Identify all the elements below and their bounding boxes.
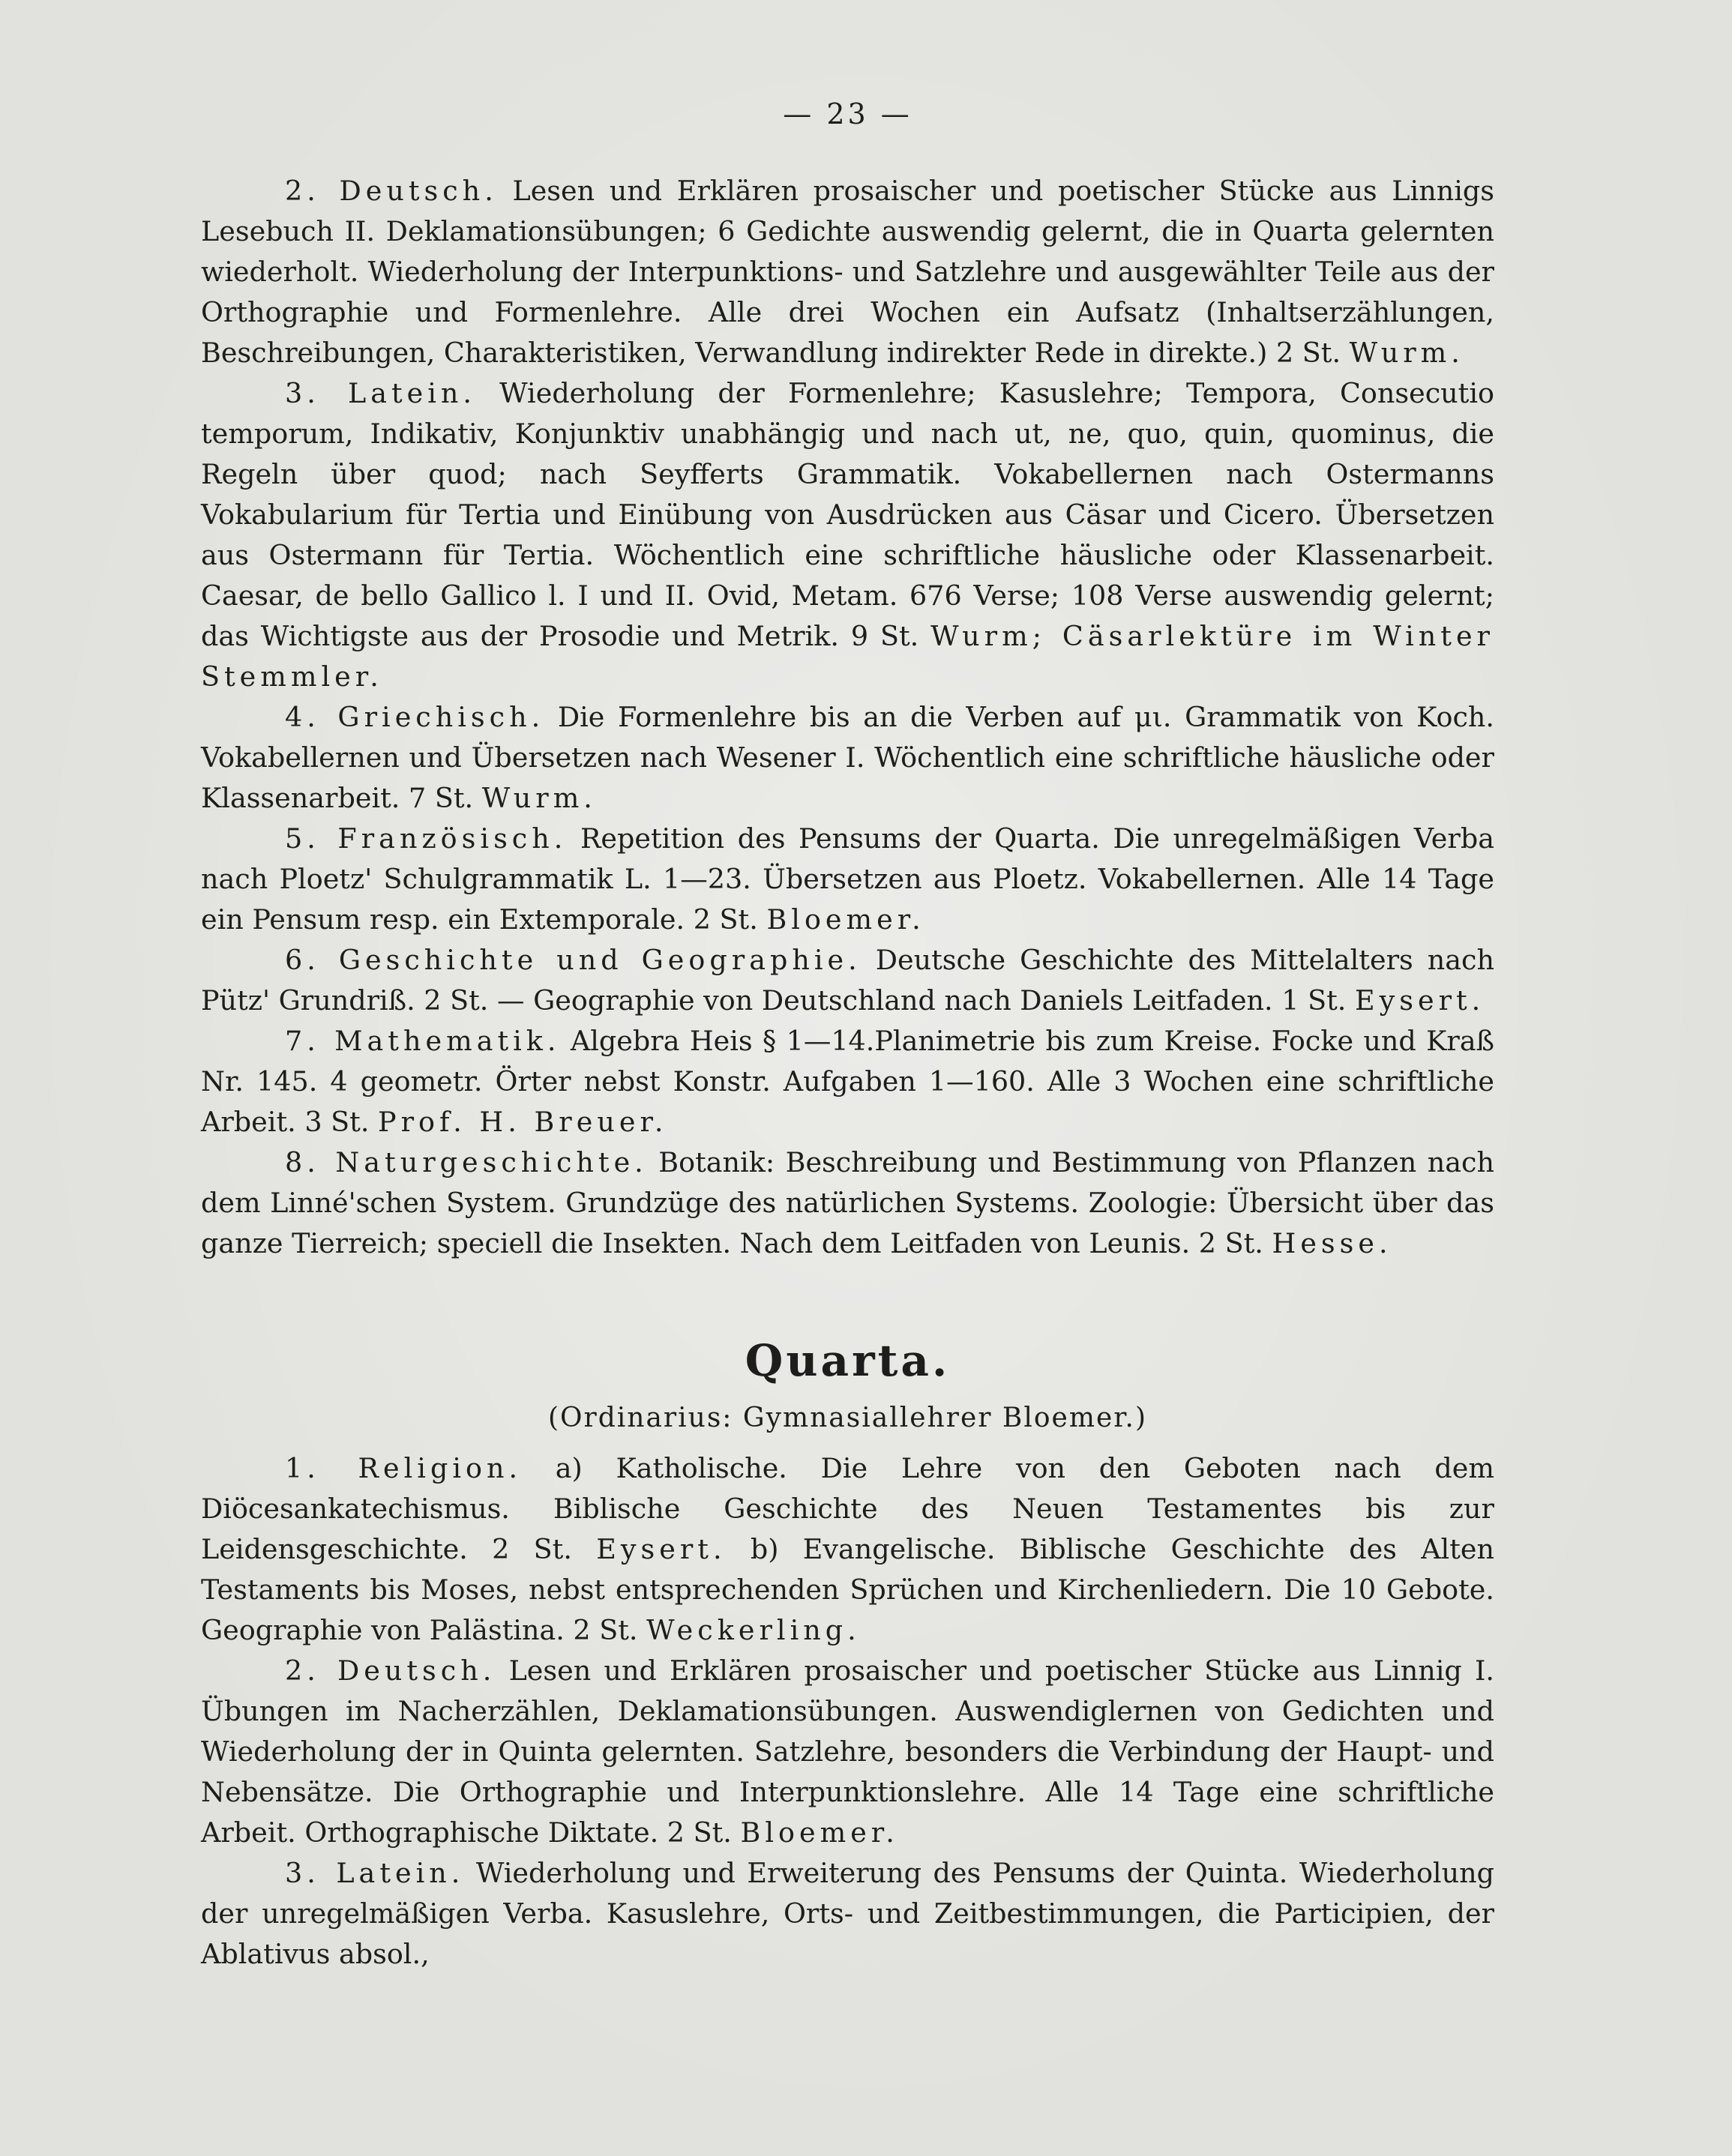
subject-text: Die Formenlehre bis an die Verben auf μι. Grammatik von Koch. Vokabellernen und Übersetzen nach Wesener I. Wöchentlich eine schriftliche häusliche oder Klassenarbeit. 7 St. xyxy=(201,701,1494,814)
subject-text: Lesen und Erklären prosaischer und poetischer Stücke aus Linnig I. Übungen im Nacherzählen, Deklamationsübungen. Auswendiglernen von Gedichten und Wiederholung der in Quinta gelernten. Satzlehre, besonders die Verbindung der Haupt- und Nebensätze. Die Orthographie und Interpunktionslehre. Alle 14 Tage eine schriftliche Arbeit. Orthographische Diktate. 2 St. xyxy=(201,1654,1494,1849)
tertia-item-mathematik xyxy=(201,1021,1494,1142)
subject-text: Wiederholung und Erweiterung des Pensums der Quinta. Wiederholung der unregelmäßigen Verba. Kasuslehre, Orts- und Zeitbestimmungen, die Participien, der Ablativus absol., xyxy=(201,1857,1494,1970)
subject-text: Repetition des Pensums der Quarta. Die unregelmäßigen Verba nach Ploetz' Schulgrammatik L. 1—23. Übersetzen aus Ploetz. Vokabellernen. Alle 14 Tage ein Pensum resp. ein Extemporale. 2 St. xyxy=(201,822,1494,936)
subject-heading: 2. Deutsch. xyxy=(285,1654,496,1687)
subject-heading: 3. Latein. xyxy=(285,1857,465,1889)
teacher-name: Wurm; Cäsarlektüre im Winter Stemmler. xyxy=(201,620,1494,693)
subject-heading: 8. Naturgeschichte. xyxy=(285,1146,648,1178)
subject-text: Deutsche Geschichte des Mittelalters nach Pütz' Grundriß. 2 St. — Geographie von Deutschland nach Daniels Leitfaden. 1 St. xyxy=(201,944,1494,1017)
subject-heading: 6. Geschichte und Geographie. xyxy=(285,944,862,976)
subject-heading: 4. Griechisch. xyxy=(285,701,545,733)
tertia-item-latein xyxy=(201,373,1494,697)
quarta-item-deutsch xyxy=(201,1651,1494,1853)
subject-text: Lesen und Erklären prosaischer und poetischer Stücke aus Linnigs Lesebuch II. Deklamationsübungen; 6 Gedichte auswendig gelernt, die in Quarta gelernten wiederholt. Wiederholung der Interpunktions- und Satzlehre und ausgewählter Teile aus der Orthographie und Formenlehre. Alle drei Wochen ein Aufsatz (Inhaltserzählungen, Beschreibungen, Charakteristiken, Verwandlung indirekter Rede in direkte.) 2 St. xyxy=(201,175,1494,369)
teacher-name: Hesse. xyxy=(1272,1227,1392,1259)
subject-heading: 2. Deutsch. xyxy=(285,175,498,207)
teacher-name: Bloemer. xyxy=(740,1816,899,1849)
section-subtitle-ordinarius: (Ordinarius: Gymnasiallehrer Bloemer.) xyxy=(547,1403,1148,1433)
teacher-name: Bloemer. xyxy=(766,903,925,936)
teacher-name: Wurm. xyxy=(481,782,597,814)
teacher-name: Prof. H. Breuer. xyxy=(378,1106,668,1138)
subject-text-evangelisch: b) Evangelische. Biblische Geschichte des Alten Testaments bis Moses, nebst entsprechenden Sprüchen und Kirchenliedern. Die 10 Gebote. Geographie von Palästina. 2 St. xyxy=(201,1533,1495,1646)
quarta-item-religion xyxy=(201,1448,1494,1651)
tertia-item-geschichte xyxy=(201,940,1494,1021)
tertia-item-naturgeschichte xyxy=(201,1142,1494,1264)
tertia-item-deutsch xyxy=(201,171,1494,373)
subject-text: Botanik: Beschreibung und Bestimmung von Pflanzen nach dem Linné'schen System. Grundzüge des natürlichen Systems. Zoologie: Übersicht über das ganze Tierreich; speciell die Insekten. Nach dem Leitfaden von Leunis. 2 St. xyxy=(201,1146,1494,1259)
subject-text: a) Katholische. Die Lehre von den Geboten nach dem Diöcesankatechismus. Biblische Geschichte des Neuen Testamentes bis zur Leidensgeschichte. 2 St. xyxy=(201,1452,1494,1565)
subject-heading: 1. Religion. xyxy=(285,1452,523,1484)
teacher-name: Eysert. xyxy=(596,1533,727,1565)
subject-heading: 5. Französisch. xyxy=(285,822,568,855)
subject-text: Algebra Heis § 1—14.Planimetrie bis zum Kreise. Focke und Kraß Nr. 145. 4 geometr. Örter nebst Konstr. Aufgaben 1—160. Alle 3 Wochen eine schriftliche Arbeit. 3 St. xyxy=(201,1025,1494,1138)
subject-text: Wiederholung der Formenlehre; Kasuslehre; Tempora, Consecutio temporum, Indikativ, Konjunktiv unabhängig und nach ut, ne, quo, quin, quominus, die Regeln über quod; nach Seyfferts Grammatik. Vokabellernen nach Ostermanns Vokabularium für Tertia und Einübung von Ausdrücken aus Cäsar und Cicero. Übersetzen aus Ostermann für Tertia. Wöchentlich eine schriftliche häusliche oder Klassenarbeit. Caesar, de bello Gallico l. I und II. Ovid, Metam. 676 Verse; 108 Verse auswendig gelernt; das Wichtigste aus der Prosodie und Metrik. 9 St. xyxy=(201,377,1494,652)
teacher-name: Wurm. xyxy=(1349,337,1464,369)
section-title-quarta: Quarta. xyxy=(745,1335,951,1386)
page-number: — 23 — xyxy=(783,97,912,130)
tertia-item-franzoesisch xyxy=(201,819,1494,940)
subject-heading: 7. Mathematik. xyxy=(285,1025,561,1057)
teacher-name: Weckerling. xyxy=(646,1614,861,1646)
tertia-item-griechisch xyxy=(201,697,1494,819)
page-content xyxy=(201,97,1494,1975)
quarta-item-latein xyxy=(201,1853,1494,1975)
teacher-name: Eysert. xyxy=(1354,984,1485,1017)
subject-heading: 3. Latein. xyxy=(285,377,477,409)
